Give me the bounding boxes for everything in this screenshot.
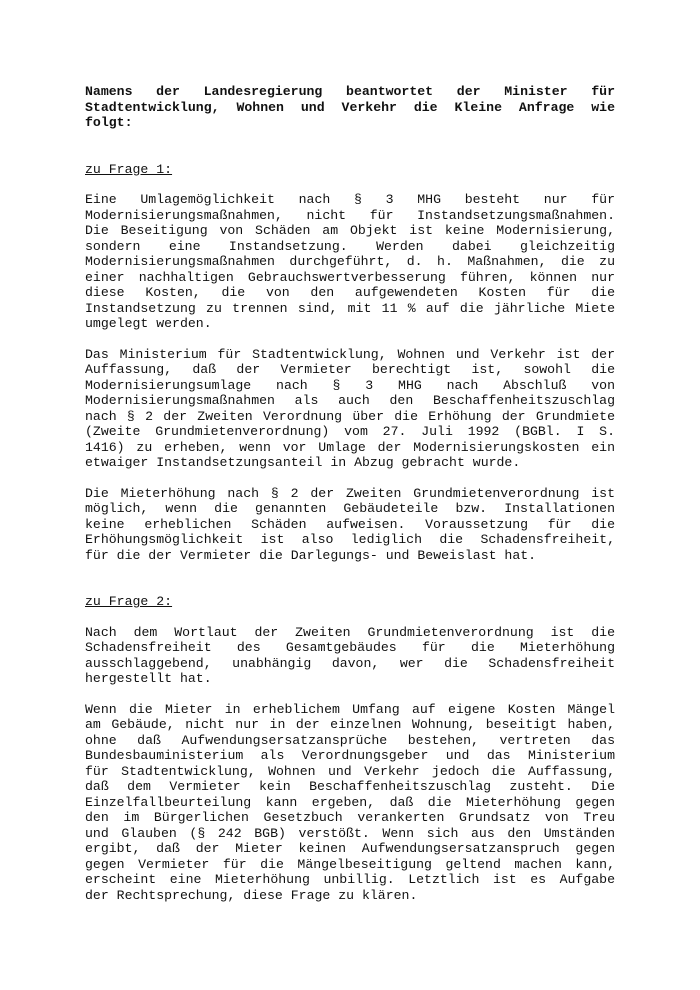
- text-line: einer nachhaltigen Gebrauchswertverbesserung führen, können nur: [85, 269, 615, 285]
- text-line: Einzelfallbeurteilung kann ergeben, daß die Mieterhöhung gegen: [85, 794, 615, 810]
- text-line: etwaiger Instandsetzungsanteil in Abzug gebracht wurde.: [85, 455, 521, 470]
- intro-line: folgt:: [85, 115, 133, 130]
- text-line: diese Kosten, die von den aufgewendeten Kosten für die: [85, 285, 615, 300]
- paragraph: [85, 702, 615, 904]
- text-line: Auffassung, daß der Vermieter berechtigt ist, sowohl die: [85, 362, 615, 377]
- text-line: sondern eine Instandsetzung. Werden dabei gleichzeitig: [85, 238, 615, 254]
- text-line: für Stadtentwicklung, Wohnen und Verkehr jedoch die Auffassung,: [85, 763, 615, 779]
- text-line: Schadensfreiheit des Gesamtgebäudes für die Mieterhöhung: [85, 640, 615, 655]
- text-line: ergibt, daß der Mieter keinen Aufwendungsersatzanspruch gegen: [85, 841, 615, 856]
- text-line: Bundesbauministerium als Verordnungsgeber und das Ministerium: [85, 748, 615, 763]
- text-line: erscheint eine Mieterhöhung unbillig. Letztlich ist es Aufgabe: [85, 872, 615, 887]
- intro-line: Stadtentwicklung, Wohnen und Verkehr die Kleine Anfrage wie: [85, 99, 615, 115]
- text-line: daß dem Vermieter kein Beschaffenheitszuschlag zusteht. Die: [85, 779, 615, 794]
- text-line: ohne daß Aufwendungsersatzansprüche bestehen, vertreten das: [85, 732, 615, 748]
- paragraph: [85, 486, 615, 564]
- text-line: möglich, wenn die genannten Gebäudeteile bzw. Installationen: [85, 501, 615, 516]
- text-line: Das Ministerium für Stadtentwicklung, Wohnen und Verkehr ist der: [85, 346, 615, 362]
- paragraph: [85, 192, 615, 332]
- section-heading-frage-2: zu Frage 2:: [85, 594, 173, 609]
- text-line: Modernisierungsmaßnahmen durchgeführt, d. h. Maßnahmen, die zu: [85, 254, 615, 269]
- text-line: Die Beseitigung von Schäden am Objekt ist keine Modernisierung,: [85, 223, 615, 238]
- section-heading-frage-1: zu Frage 1:: [85, 161, 173, 177]
- paragraph: [85, 625, 615, 687]
- text-line: Modernisierungsmaßnahmen als auch den Beschaffenheitszuschlag: [85, 393, 615, 408]
- text-line: (Zweite Grundmietenverordnung) vom 27. Juli 1992 (BGBl. I S.: [85, 424, 615, 439]
- text-line: umgelegt werden.: [85, 316, 212, 331]
- text-line: Wenn die Mieter in erheblichem Umfang auf eigene Kosten Mängel: [85, 701, 615, 717]
- text-line: hergestellt hat.: [85, 671, 212, 686]
- text-line: keine erheblichen Schäden aufweisen. Voraussetzung für die: [85, 516, 615, 532]
- intro-paragraph: [85, 84, 615, 131]
- document-page: [85, 84, 615, 903]
- text-line: 1416) zu erheben, wenn vor Umlage der Modernisierungskosten ein: [85, 439, 615, 455]
- text-line: gegen Vermieter für die Mängelbeseitigung geltend machen kann,: [85, 856, 615, 872]
- text-line: Eine Umlagemöglichkeit nach § 3 MHG besteht nur für: [85, 192, 615, 207]
- paragraph: [85, 347, 615, 471]
- intro-line: Namens der Landesregierung beantwortet der Minister für: [85, 84, 615, 99]
- text-line: Erhöhungsmöglichkeit ist also lediglich die Schadensfreiheit,: [85, 532, 615, 547]
- text-line: Instandsetzung zu trennen sind, mit 11 % auf die jährliche Miete: [85, 300, 615, 316]
- text-line: nach § 2 der Zweiten Verordnung über die Erhöhung der Grundmiete: [85, 408, 615, 424]
- text-line: Modernisierungsmaßnahmen, nicht für Instandsetzungsmaßnahmen.: [85, 207, 615, 223]
- text-line: für die der Vermieter die Darlegungs- und Beweislast hat.: [85, 547, 537, 563]
- text-line: und Glauben (§ 242 BGB) verstößt. Wenn sich aus den Umständen: [85, 825, 615, 841]
- text-line: Modernisierungsumlage nach § 3 MHG nach Abschluß von: [85, 377, 615, 393]
- text-line: am Gebäude, nicht nur in der einzelnen Wohnung, beseitigt haben,: [85, 717, 615, 732]
- text-line: Nach dem Wortlaut der Zweiten Grundmietenverordnung ist die: [85, 624, 615, 640]
- text-line: Die Mieterhöhung nach § 2 der Zweiten Grundmietenverordnung ist: [85, 485, 615, 501]
- text-line: den im Bürgerlichen Gesetzbuch verankerten Grundsatz von Treu: [85, 810, 615, 825]
- text-line: der Rechtsprechung, diese Frage zu klären.: [85, 887, 418, 903]
- text-line: ausschlaggebend, unabhängig davon, wer die Schadensfreiheit: [85, 655, 615, 671]
